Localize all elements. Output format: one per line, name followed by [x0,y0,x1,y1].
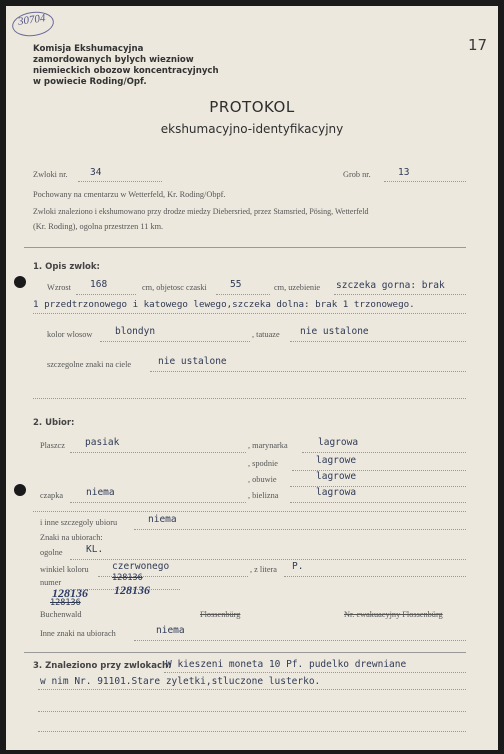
marynarka-value: lagrowa [318,437,359,448]
header-line-4: w powiecie Roding/Opf. [33,77,147,87]
pochowany-text: Pochowany na cmentarzu w Wetterfeld, Kr. Roding/Obpf. [33,190,226,199]
punch-hole-bottom [14,484,26,496]
ogolne-value: KL. [86,544,104,555]
document-title: PROTOKOL [209,98,295,116]
header-line-1: Komisja Ekshumacyjna [33,44,144,54]
winkiel-value: czerwonego [112,561,170,572]
spodnie-label: , spodnie [248,459,278,468]
numer-handwritten-1: 128136 [52,586,88,600]
zwloki-label: Zwloki nr. [33,170,68,179]
inne-label: i inne szczegoly ubioru [40,518,118,527]
tatuaze-value: nie ustalone [300,326,369,337]
plaszcz-label: Plaszcz [40,441,65,450]
czaszka-label: cm, objetosc czaski [142,283,207,292]
bielizna-value: lagrowa [316,487,357,498]
wzrost-label: Wzrost [47,283,71,292]
buchenwald-label: Buchenwald [40,610,82,619]
wzrost-value: 168 [90,279,108,290]
czapka-value: niema [86,487,115,498]
archive-stamp-number: 30704 [17,12,47,28]
tatuaze-label: , tatuaze [252,330,280,339]
litera-value: P. [292,561,304,572]
obuwie-label: , obuwie [248,475,277,484]
document-subtitle: ekshumacyjno-identyfikacyjny [160,122,344,136]
obuwie-value: lagrowe [316,471,357,482]
inne-znaki-label: Inne znaki na ubiorach [40,629,116,638]
punch-hole-top [14,276,26,288]
znaleziono-line-2: (Kr. Roding), ogolna przestrzen 11 km. [33,222,164,231]
opis-heading: 1. Opis zwlok: [33,262,100,272]
znaki-na-ubiorach-label: Znaki na ubiorach: [40,533,103,542]
znaleziono-line-1-value: W kieszeni moneta 10 Pf. pudelko drewniane [166,659,407,670]
uzebienie-label: cm, uzebienie [274,283,321,292]
header-line-3: niemieckich obozow koncentracyjnych [33,66,219,76]
ubior-heading: 2. Ubior: [33,418,75,428]
czaszka-value: 55 [230,279,242,290]
document-page [6,6,498,750]
znaki-label: szczegolne znaki na ciele [47,360,132,369]
kolor-value: blondyn [115,326,156,337]
znaleziono-line-1: Zwloki znaleziono i ekshumowano przy drodze miedzy Diebersried, przez Stamsried, Pösing, Wetterfeld [33,207,369,216]
litera-label: , z litera [250,565,277,574]
znaleziono-line-2-value: w nim Nr. 91101.Stare zyletki,stluczone lusterko. [40,676,321,687]
numer-typed: 128136 [112,573,143,583]
flossenburg-label: Flossenbürg [200,610,241,619]
bielizna-label: , bielizna [248,491,279,500]
marynarka-label: , marynarka [248,441,288,450]
kolor-label: kolor wlosow [47,330,93,339]
nr-ewakuacyjny-label: Nr. ewakuacyjny Flossenbürg [344,610,443,619]
plaszcz-value: pasiak [85,437,120,448]
grob-value: 13 [398,167,410,178]
znaleziono-heading: 3. Znaleziono przy zwlokach: [33,661,172,671]
numer-label: numer [40,578,62,587]
header-line-2: zamordowanych bylych wiezniow [33,55,194,65]
numer-handwritten-2: 128136 [114,583,150,597]
grob-label: Grob nr. [343,170,371,179]
inne-value: niema [148,514,177,525]
winkiel-label: winkiel koloru [40,565,89,574]
znaki-value: nie ustalone [158,356,227,367]
uzebienie-value-1: szczeka gorna: brak [336,280,445,291]
spodnie-value: lagrowe [316,455,357,466]
ogolne-label: ogolne [40,548,63,557]
uzebienie-value-2: 1 przedtrzonowego i katowego lewego,szczeka dolna: brak 1 trzonowego. [33,299,415,310]
czapka-label: czapka [40,491,64,500]
page-number: 17 [468,36,488,54]
zwloki-value: 34 [90,167,102,178]
numer-struck: 128136 [50,598,81,608]
inne-znaki-value: niema [156,625,185,636]
